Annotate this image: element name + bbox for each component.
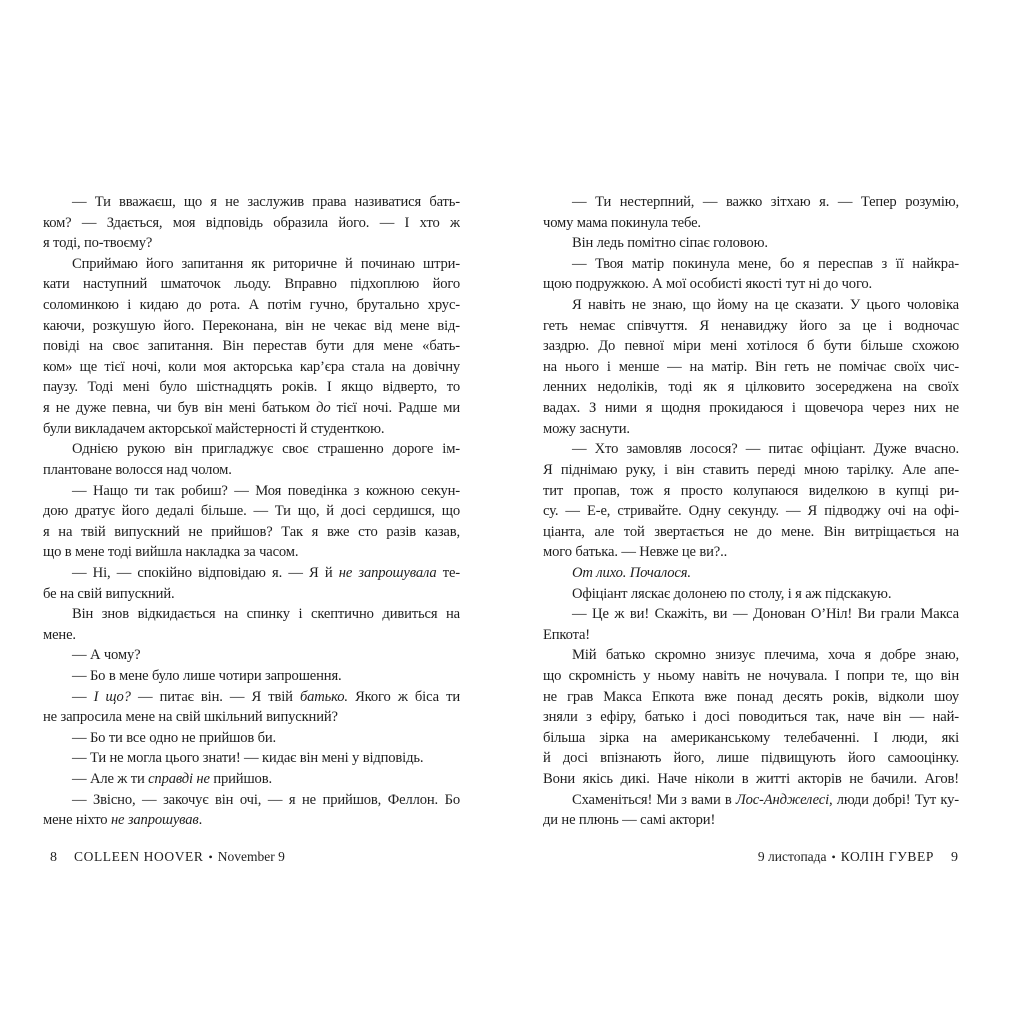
text-run: Епкота!	[543, 626, 591, 643]
text-line	[543, 625, 959, 646]
text-run: на нього і менше — на матір. Він геть не помічає своїх чис-	[543, 358, 959, 375]
text-line	[543, 810, 959, 831]
text-run: бе на свій випускний.	[43, 585, 175, 602]
text-line	[543, 316, 959, 337]
text-run: що в мене тоді вийшла накладка за часом.	[43, 544, 299, 561]
text-line	[43, 728, 460, 749]
text-line	[43, 233, 460, 254]
text-line	[543, 769, 959, 790]
page-number-right: 9	[951, 850, 958, 865]
text-line	[43, 316, 460, 337]
text-line	[43, 501, 460, 522]
text-run: — Ти вважаєш, що я не заслужив права називатися бать-	[72, 194, 460, 210]
running-title-left: November 9	[217, 849, 285, 864]
text-line	[543, 645, 959, 666]
text-run: — Ні, — спокійно відповідаю я. — Я й	[72, 564, 339, 581]
text-line	[543, 419, 959, 440]
text-run: люди добрі! Тут ку-	[832, 791, 959, 808]
text-run: соломинкою і кидаю до рота. А потім гучно, брутально хрус-	[43, 297, 460, 314]
text-run: тієї ночі. Радше ми	[330, 400, 460, 417]
text-run: Офіціант ляскає долонею по столу, і я аж підскакую.	[572, 585, 892, 602]
text-line	[543, 748, 959, 769]
text-run: — Хто замовляв лосося? — питає офіціант. Дуже вчасно.	[572, 441, 959, 458]
text-run: —	[72, 688, 94, 705]
text-line	[43, 687, 460, 708]
text-line	[543, 707, 959, 728]
text-line	[43, 460, 460, 481]
text-run: Якого ж біса ти	[347, 688, 460, 705]
running-title-right: 9 листопада	[757, 849, 827, 864]
text-line	[43, 357, 460, 378]
text-run: — Але ж ти	[72, 771, 149, 788]
text-run: — Ти не могла цього знати! — кидає він мені у відповідь.	[72, 750, 424, 767]
text-line	[43, 790, 460, 811]
text-run: каючи, розкушую його. Переконана, він не чекає від мене від-	[43, 317, 460, 334]
text-run: не запросила мене на свій шкільний випускний?	[43, 709, 338, 726]
text-line	[543, 213, 959, 234]
text-run: Однією рукою він пригладжує своє страшенно дороге ім-	[72, 441, 460, 458]
footer-bullet-left: •	[208, 850, 213, 864]
text-run: Він ледь помітно сіпає головою.	[572, 235, 768, 252]
text-run: ленних недоліків, тоді як я цілковито зосереджена на своїх	[543, 379, 959, 396]
text-run: те-	[436, 564, 460, 581]
text-line	[43, 810, 460, 831]
text-line	[543, 295, 959, 316]
text-line	[543, 439, 959, 460]
text-run: прийшов.	[209, 771, 272, 788]
text-run: не грав Макса Епкота вже понад десять років, відколи шоу	[543, 688, 959, 705]
text-line	[43, 563, 460, 584]
text-line	[543, 563, 959, 584]
page-right-text	[543, 192, 959, 831]
text-line	[543, 254, 959, 275]
text-line	[43, 604, 460, 625]
text-run: дою дратує його дедалі більше. — Ти що, й досі сердишся, що	[43, 503, 460, 520]
text-run: Мій батько скромно знизує плечима, хоча я добре знаю,	[572, 647, 959, 664]
text-run: не запрошувала	[338, 564, 437, 581]
text-line	[43, 336, 460, 357]
text-run: — Твоя матір покинула мене, бо я переспав з її найкра-	[572, 255, 959, 272]
text-run: мене.	[43, 626, 76, 643]
text-run: батько.	[299, 688, 348, 705]
text-run: вадах. З ними я щодня прокидаюся і щовечора через них не	[543, 400, 959, 417]
text-run: заздрю. До певної міри мені хотілося б бути більше схожою	[543, 338, 959, 355]
text-line	[43, 274, 460, 295]
text-line	[543, 542, 959, 563]
text-line	[543, 728, 959, 749]
text-run: справді не	[148, 771, 210, 788]
text-line	[43, 707, 460, 728]
text-line	[43, 192, 460, 213]
text-run: до	[316, 400, 331, 417]
text-line	[543, 398, 959, 419]
text-run: — Бо ти все одно не прийшов би.	[72, 729, 277, 746]
text-run: Він знов відкидається на спинку і скептично дивиться на	[72, 606, 460, 623]
text-line	[43, 439, 460, 460]
text-run: ком? — Здається, моя відповідь образила його. — І хто ж	[43, 214, 460, 231]
text-run: ди не плюнь — самі актори!	[543, 812, 716, 829]
text-run: Я навіть не знаю, що йому на це сказати. У цього чоловіка	[572, 297, 959, 314]
page-number-left: 8	[50, 850, 57, 865]
text-line	[43, 625, 460, 646]
text-run: — Ти нестерпний, — важко зітхаю я. — Тепер розумію,	[572, 194, 959, 210]
text-line	[43, 748, 460, 769]
text-line	[543, 460, 959, 481]
text-run: більша зірка на американському телебаченні. І люди, які	[543, 729, 959, 746]
text-run: .	[198, 812, 203, 829]
text-run: І що?	[93, 688, 131, 705]
text-line	[43, 254, 460, 275]
text-run: — Звісно, — закочує він очі, — я не прийшов, Феллон. Бо	[72, 791, 460, 808]
text-run: що скромність у ньому навіть не ночувала. І попри те, що він	[543, 668, 959, 685]
text-line	[43, 213, 460, 234]
text-run: Схаменіться! Ми з вами в	[572, 791, 736, 808]
text-run: — А чому?	[72, 647, 141, 664]
text-line	[43, 522, 460, 543]
text-line	[543, 274, 959, 295]
text-line	[43, 398, 460, 419]
text-run: геть немає співчуття. Я ненавиджу його за це і водночас	[543, 317, 959, 334]
text-run: можу заснути.	[543, 420, 630, 437]
text-line	[43, 645, 460, 666]
text-line	[543, 233, 959, 254]
text-run: я тоді, по-твоєму?	[43, 235, 153, 252]
text-run: От лихо. Почалося.	[572, 564, 691, 581]
text-run: зняли з ефіру, батько і досі поводиться так, наче він — най-	[543, 709, 959, 726]
text-line	[543, 192, 959, 213]
text-run: — питає він. — Я твій	[130, 688, 300, 705]
text-line	[43, 419, 460, 440]
text-run: й досі впізнають його, лише підвищують його самооцінку.	[543, 750, 959, 767]
text-run: — Це ж ви! Скажіть, ви — Донован О’Ніл! Ви грали Макса	[572, 606, 959, 623]
text-run: повіді на своє запитання. Він перестав бути для мене «бать-	[43, 338, 460, 355]
text-line	[543, 666, 959, 687]
text-line	[43, 377, 460, 398]
text-run: кати наступний шматочок льоду. Вправно підхоплюю його	[43, 276, 460, 293]
text-run: чому мама покинула тебе.	[543, 214, 701, 231]
text-run: су. — Е-е, стривайте. Одну секунду. — Я підводжу очі на офі-	[543, 503, 959, 520]
text-line	[543, 377, 959, 398]
text-line	[43, 295, 460, 316]
text-line	[43, 769, 460, 790]
text-line	[43, 584, 460, 605]
text-run: — Бо в мене було лише чотири запрошення.	[72, 668, 342, 685]
text-run: мене ніхто	[43, 812, 111, 829]
text-run: ціанта, але той звертається не до мене. Він витріщається на	[543, 523, 959, 540]
text-line	[543, 501, 959, 522]
text-line	[543, 687, 959, 708]
text-run: Лос-Анджелесі,	[735, 791, 833, 808]
text-line	[543, 584, 959, 605]
text-line	[543, 481, 959, 502]
text-run: не запрошував	[110, 812, 199, 829]
page-left-footer	[50, 849, 285, 866]
text-run: паузу. Тоді мені було шістнадцять років. І якщо відверто, то	[43, 379, 460, 396]
running-author-right: КОЛІН ГУВЕР	[840, 849, 934, 864]
text-run: тит пропав, тож я просто колупаюся виделкою в купці ри-	[543, 482, 959, 499]
page-left-text	[43, 192, 460, 831]
page-right-footer	[758, 849, 958, 866]
text-run: ком» ще тієї ночі, коли моя акторська кар’єра стала на довічну	[43, 358, 460, 375]
text-run: мого батька. — Невже це ви?..	[543, 544, 728, 561]
text-line	[543, 790, 959, 811]
text-line	[43, 481, 460, 502]
text-line	[543, 336, 959, 357]
text-line	[43, 542, 460, 563]
text-line	[543, 357, 959, 378]
text-run: плантоване волосся над чолом.	[43, 461, 232, 478]
text-run: — Нащо ти так робиш? — Моя поведінка з кожною секун-	[72, 482, 460, 499]
text-run: були викладачем акторської майстерності й студенткою.	[43, 420, 385, 437]
text-run: Вони якісь дикі. Наче ніколи в житті акторів не бачили. Агов!	[543, 771, 959, 788]
text-run: Сприймаю його запитання як риторичне й починаю штри-	[72, 255, 460, 272]
text-run: я не дуже певна, чи був він мені батьком	[43, 400, 317, 417]
running-author-left: COLLEEN HOOVER	[74, 849, 204, 864]
text-line	[543, 604, 959, 625]
text-run: Я піднімаю руку, і він ставить переді мною тарілку. Але апе-	[543, 461, 959, 478]
footer-bullet-right: •	[831, 850, 836, 864]
text-line	[43, 666, 460, 687]
text-run: щою подружкою. А мої особисті якості тут ні до чого.	[543, 276, 873, 293]
text-run: я на твій випускний не прийшов? Так я вже сто разів казав,	[43, 523, 460, 540]
text-line	[543, 522, 959, 543]
